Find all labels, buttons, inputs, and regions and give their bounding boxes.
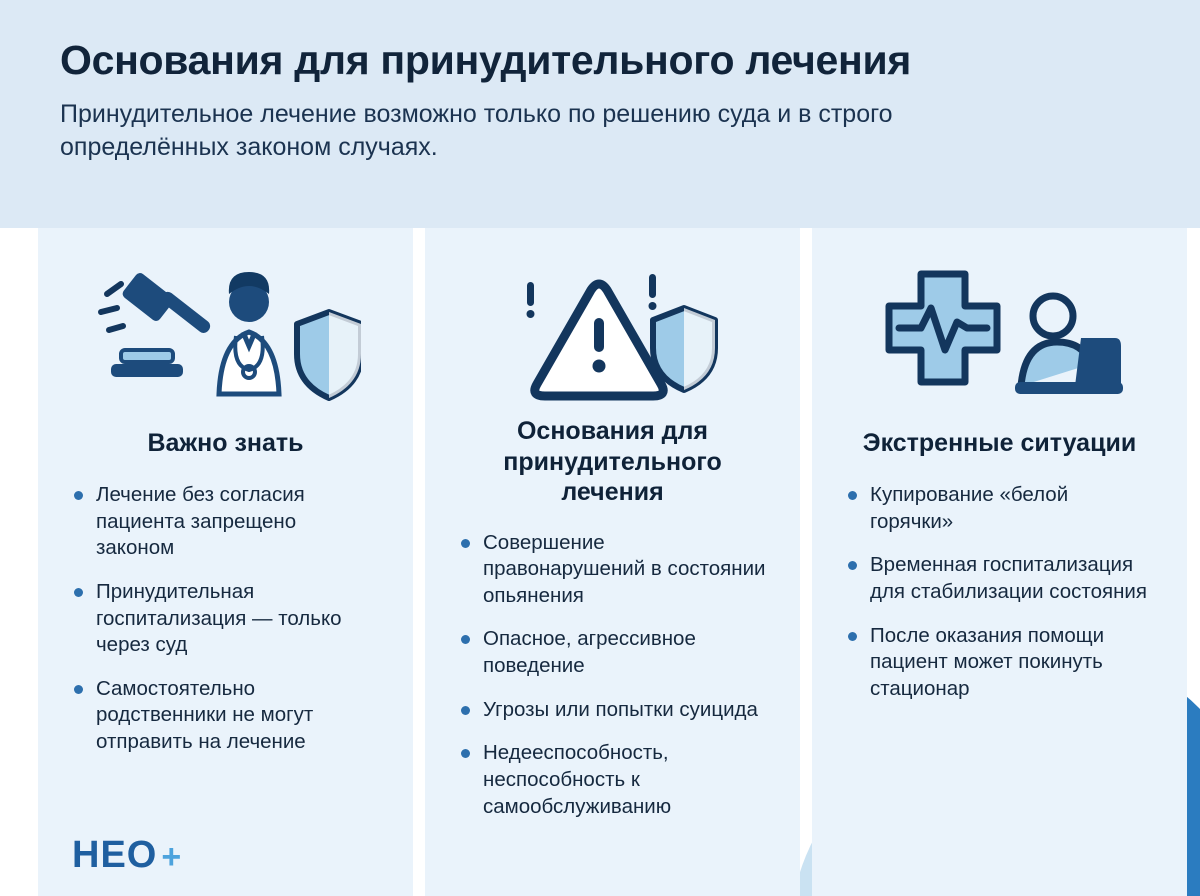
list-item: [459, 626, 766, 679]
list-item: [459, 697, 766, 724]
column-title: Основания для принудительного лечения: [503, 417, 722, 506]
medical-cross-pulse-patient-icon: [846, 254, 1153, 424]
list-item: [72, 676, 379, 756]
list-item-text: Купирование «белой горячки»: [870, 483, 1069, 533]
bullet-dot-icon: [74, 491, 83, 500]
bullet-list: [846, 482, 1153, 702]
list-item: [72, 482, 379, 562]
bullet-dot-icon: [461, 539, 470, 548]
brand-logo: [72, 836, 181, 874]
list-item-text: Угрозы или попытки суицида: [483, 697, 758, 721]
list-item: [459, 740, 766, 820]
poster-header: [0, 0, 1200, 228]
bullet-dot-icon: [461, 749, 470, 758]
column-grounds-for-treatment: [425, 228, 800, 896]
logo-plus-icon: +: [161, 838, 182, 876]
list-item-text: Опасное, агрессивное поведение: [483, 627, 696, 678]
bullet-list: [72, 482, 379, 756]
list-item: [72, 579, 379, 659]
list-item: [459, 530, 766, 610]
list-item-text: Временная госпитализация для стабилизации состояния: [870, 553, 1147, 603]
bullet-dot-icon: [461, 706, 470, 715]
list-item-text: Недееспособность, неспособность к самообслуживанию: [483, 741, 672, 818]
column-important-to-know: [38, 228, 413, 896]
bullet-dot-icon: [74, 685, 83, 694]
bullet-list: [459, 530, 766, 821]
list-item-text: Совершение правонарушений в состоянии опьянения: [483, 530, 766, 607]
logo-text: НЕО: [72, 834, 158, 876]
list-item: [846, 623, 1153, 703]
list-item-text: Принудительная госпитализация — только через суд: [96, 579, 342, 657]
list-item: [846, 482, 1153, 535]
column-title: Экстренные ситуации: [862, 429, 1137, 457]
page-title: Основания для принудительного лечения: [60, 37, 912, 83]
column-title: Важно знать: [147, 429, 304, 457]
bullet-dot-icon: [848, 491, 857, 500]
list-item: [846, 552, 1153, 605]
poster-body: [0, 228, 1200, 896]
bullet-dot-icon: [461, 635, 470, 644]
bullet-dot-icon: [74, 588, 83, 597]
columns-container: [0, 228, 1200, 896]
list-item-text: Лечение без согласия пациента запрещено законом: [96, 483, 305, 560]
page-subtitle: Принудительное лечение возможно только по решению суда и в строго определённых законом случаях.: [60, 99, 893, 161]
list-item-text: После оказания помощи пациент может покинуть стационар: [870, 623, 1105, 700]
list-item-text: Самостоятельно родственники не могут отправить на лечение: [96, 676, 314, 754]
judge-gavel-doctor-shield-icon: [72, 254, 379, 424]
column-emergency-situations: [812, 228, 1187, 896]
bullet-dot-icon: [848, 632, 857, 641]
bullet-dot-icon: [848, 561, 857, 570]
warning-triangle-shield-icon: [459, 254, 766, 424]
